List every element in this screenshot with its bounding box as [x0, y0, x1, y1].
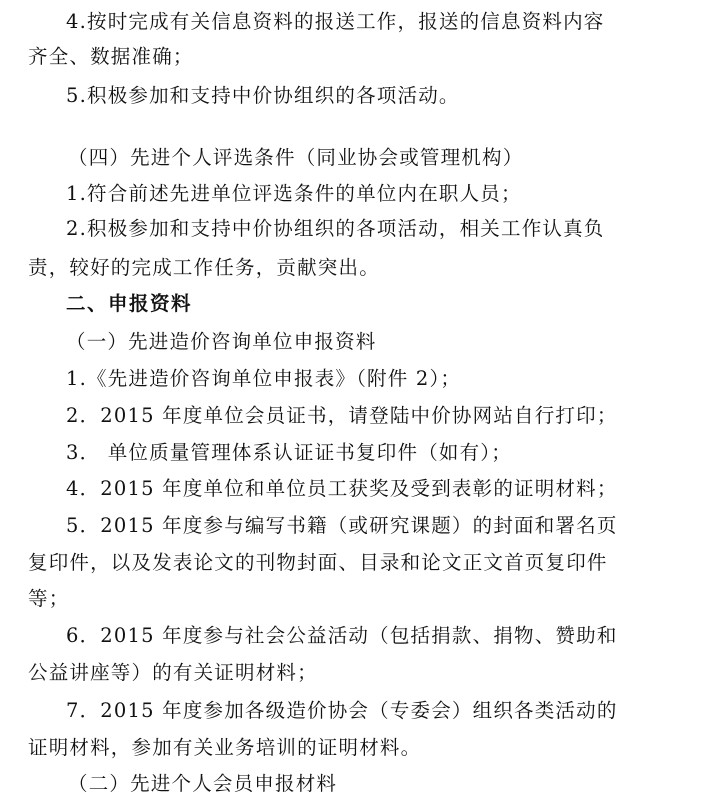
section-heading: （二）先进个人会员申报材料 [68, 772, 338, 795]
section-heading: （四）先进个人评选条件（同业协会或管理机构） [68, 146, 524, 169]
section-heading: （一）先进造价咨询单位申报资料 [66, 330, 377, 353]
paragraph-line: 7．2015 年度参加各级造价协会（专委会）组织各类活动的 [66, 699, 618, 722]
paragraph-line: 责，较好的完成工作任务，贡献突出。 [28, 256, 380, 279]
paragraph-line: 2.积极参加和支持中价协组织的各项活动，相关工作认真负 [66, 217, 605, 240]
paragraph-line: 公益讲座等）的有关证明材料； [28, 661, 318, 684]
paragraph-line: 齐全、数据准确； [28, 45, 194, 68]
main-heading: 二、申报资料 [66, 292, 193, 315]
paragraph-line: 2．2015 年度单位会员证书，请登陆中价协网站自行打印； [66, 404, 618, 427]
paragraph-line: 4.按时完成有关信息资料的报送工作，报送的信息资料内容 [66, 10, 605, 33]
paragraph-line: 证明材料，参加有关业务培训的证明材料。 [28, 736, 422, 759]
paragraph-line: 1.符合前述先进单位评选条件的单位内在职人员； [66, 182, 522, 205]
paragraph-line: 等； [28, 587, 70, 610]
paragraph-line: 6．2015 年度参与社会公益活动（包括捐款、捐物、赞助和 [66, 624, 618, 647]
paragraph-line: 5.积极参加和支持中价协组织的各项活动。 [66, 84, 460, 107]
paragraph-line: 5．2015 年度参与编写书籍（或研究课题）的封面和署名页 [66, 514, 618, 537]
paragraph-line: 3． 单位质量管理体系认证证书复印件（如有）； [66, 441, 512, 464]
paragraph-line: 1.《先进造价咨询单位申报表》（附件 2）； [66, 367, 462, 390]
paragraph-line: 4．2015 年度单位和单位员工获奖及受到表彰的证明材料； [66, 477, 618, 500]
paragraph-line: 复印件，以及发表论文的刊物封面、目录和论文正文首页复印件 [28, 551, 608, 574]
